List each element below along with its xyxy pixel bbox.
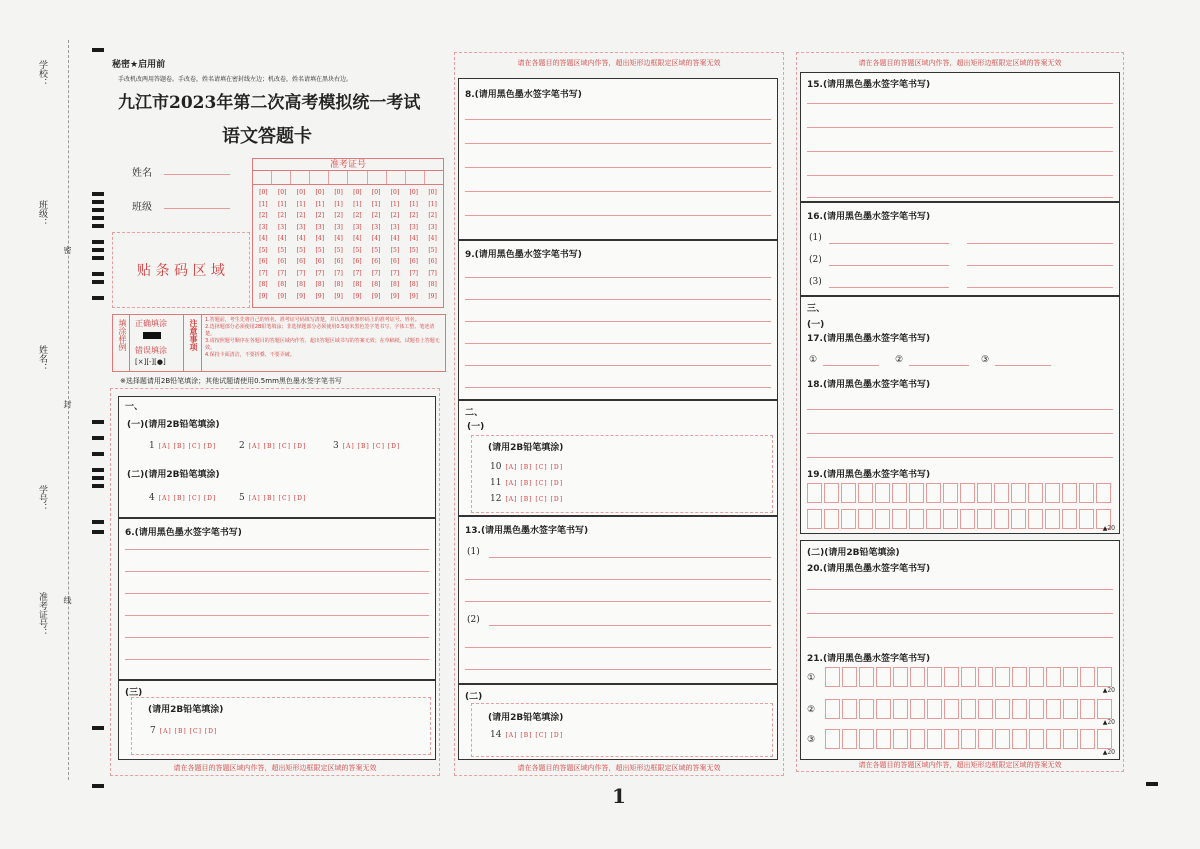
digit-bubble[interactable]: [9]: [296, 292, 306, 300]
q21-count-mark-1: ▲20: [1102, 687, 1115, 694]
digit-bubble[interactable]: [9]: [390, 292, 400, 300]
q17-sub3-label: ③: [981, 355, 990, 365]
q4-choices[interactable]: [A] [B] [C] [D]: [158, 494, 217, 502]
digit-bubble[interactable]: [1]: [409, 200, 419, 208]
timing-mark: [92, 484, 104, 488]
digit-bubble[interactable]: [6]: [259, 258, 268, 265]
q2-options[interactable]: [239, 441, 306, 451]
digit-bubble[interactable]: [6]: [390, 258, 400, 265]
timing-mark: [92, 468, 104, 472]
digit-bubble[interactable]: [9]: [259, 292, 268, 300]
q18-prompt: 18.(请用黑色墨水签字笔书写): [807, 380, 931, 390]
q17-sub2-label: ②: [895, 355, 904, 365]
digit-bubble[interactable]: [9]: [334, 292, 343, 300]
digit-bubble[interactable]: [3]: [409, 223, 419, 231]
fill-sample-title: 填涂样例: [118, 319, 127, 351]
digit-bubble[interactable]: [9]: [371, 292, 381, 300]
timing-mark: [92, 520, 104, 524]
digit-bubble[interactable]: [7]: [334, 269, 343, 277]
side-exam-no-label: 准考证号：: [37, 592, 47, 637]
digit-bubble[interactable]: [1]: [428, 200, 437, 208]
digit-bubble[interactable]: [0]: [259, 189, 268, 196]
part3-box: [118, 680, 436, 760]
digit-bubble[interactable]: [8]: [390, 281, 400, 288]
answer-area-notice: 请在各题目的答题区域内作答，超出矩形边框限定区域的答案无效: [858, 761, 1062, 769]
q13-sub2-label: (2): [467, 615, 480, 625]
section2-part1-title: (一): [467, 422, 485, 432]
q16-answer-box[interactable]: [800, 202, 1120, 296]
digit-bubble[interactable]: [2]: [296, 212, 306, 219]
digit-bubble[interactable]: [1]: [277, 200, 287, 208]
q14-number: 14: [490, 730, 502, 740]
part3-subtitle: (请用2B铅笔填涂): [148, 705, 224, 715]
timing-mark: [92, 200, 104, 204]
digit-bubble[interactable]: [5]: [259, 246, 268, 254]
section2-part2-title: (二): [465, 692, 483, 702]
timing-mark: [92, 436, 104, 440]
digit-bubble[interactable]: [4]: [315, 235, 325, 242]
timing-mark: [92, 296, 104, 300]
timing-mark: [1146, 782, 1158, 786]
page-number: 1: [612, 784, 626, 808]
section2-title: 二、: [465, 408, 484, 418]
q21-sub1-label: ①: [807, 673, 816, 683]
notes-list: [205, 317, 443, 359]
digit-bubble[interactable]: [4]: [259, 235, 268, 242]
digit-bubble[interactable]: [8]: [277, 281, 287, 288]
timing-mark: [92, 280, 104, 284]
digit-bubble[interactable]: [7]: [315, 269, 325, 277]
q5-options[interactable]: [239, 493, 306, 503]
digit-bubble[interactable]: [5]: [277, 246, 287, 254]
timing-mark: [92, 476, 104, 480]
q21-grid-row-3[interactable]: [825, 729, 1114, 749]
q11-number: 11: [490, 478, 502, 488]
notes-title: 注意事项: [189, 319, 199, 351]
digit-bubble[interactable]: [2]: [259, 212, 268, 219]
digit-bubble[interactable]: [4]: [296, 235, 306, 242]
q10-options[interactable]: [490, 462, 563, 472]
q7-fill-area: [131, 697, 431, 755]
digit-bubble[interactable]: [6]: [371, 258, 381, 265]
digit-bubble[interactable]: [5]: [296, 246, 306, 254]
q1-options[interactable]: [149, 441, 216, 451]
exam-number-column: [404, 187, 423, 302]
correct-fill-mark: [143, 332, 161, 339]
side-name-label: 姓名：: [37, 345, 47, 372]
class-field[interactable]: [164, 208, 230, 209]
digit-bubble[interactable]: [3]: [259, 223, 268, 231]
digit-bubble[interactable]: [5]: [315, 246, 325, 254]
digit-bubble[interactable]: [2]: [428, 212, 437, 219]
q7-number: 7: [150, 726, 156, 736]
digit-bubble[interactable]: [1]: [315, 200, 325, 208]
secret-label: 秘密★启用前: [112, 60, 166, 70]
side-student-no-label: 学号：: [37, 485, 47, 512]
digit-bubble[interactable]: [1]: [371, 200, 381, 208]
digit-bubble[interactable]: [7]: [371, 269, 381, 277]
digit-bubble[interactable]: [2]: [353, 212, 362, 219]
q8-answer-box[interactable]: [458, 78, 778, 240]
part1-title: (一)(请用2B铅笔填涂): [127, 420, 220, 430]
digit-bubble[interactable]: [0]: [428, 189, 437, 196]
q21-grid-row-1[interactable]: [825, 667, 1114, 687]
wrong-fill-sample: [×][-][●]: [135, 358, 166, 366]
q15-prompt: 15.(请用黑色墨水签字笔书写): [807, 80, 931, 90]
q20-prompt: 20.(请用黑色墨水签字笔书写): [807, 564, 931, 574]
digit-bubble[interactable]: [3]: [390, 223, 400, 231]
exam-number-column: [273, 187, 292, 302]
digit-bubble[interactable]: [1]: [259, 200, 268, 208]
exam-number-column: [254, 187, 273, 302]
seal-line: [68, 40, 69, 780]
q2-number: 2: [239, 441, 245, 451]
q9-prompt: 9.(请用黑色墨水签字笔书写): [465, 250, 582, 260]
wrong-fill-label: 错误填涂: [135, 346, 167, 355]
seal-xian: 线: [63, 596, 72, 604]
digit-bubble[interactable]: [3]: [277, 223, 287, 231]
q19-grid-row[interactable]: [807, 483, 1113, 503]
timing-mark: [92, 452, 104, 456]
digit-bubble[interactable]: [4]: [277, 235, 287, 242]
q2-choices[interactable]: [A] [B] [C] [D]: [248, 442, 307, 450]
q19-count-mark: ▲20: [1102, 525, 1115, 532]
answer-area-notice: 请在各题目的答题区域内作答，超出矩形边框限定区域的答案无效: [858, 59, 1062, 67]
q17-sub1-label: ①: [809, 355, 818, 365]
q21-prompt: 21.(请用黑色墨水签字笔书写): [807, 654, 931, 664]
digit-bubble[interactable]: [7]: [409, 269, 419, 277]
q21-sub3-label: ③: [807, 735, 816, 745]
q3-choices[interactable]: [A] [B] [C] [D]: [342, 442, 401, 450]
digit-bubble[interactable]: [1]: [296, 200, 306, 208]
q3-number: 3: [333, 441, 339, 451]
q14-options[interactable]: [490, 730, 563, 740]
section1-title: 一、: [125, 402, 144, 412]
q10-choices[interactable]: [A] [B] [C] [D]: [505, 463, 564, 471]
timing-mark: [92, 530, 104, 534]
digit-bubble[interactable]: [0]: [353, 189, 362, 196]
exam-number-column: [348, 187, 367, 302]
q21-grid-row-2[interactable]: [825, 699, 1114, 719]
section3-part2-title: (二)(请用2B铅笔填涂): [807, 548, 900, 558]
q5-choices[interactable]: [A] [B] [C] [D]: [248, 494, 307, 502]
digit-bubble[interactable]: [0]: [296, 189, 306, 196]
digit-bubble[interactable]: [7]: [277, 269, 287, 277]
timing-mark: [92, 216, 104, 220]
digit-bubble[interactable]: [2]: [315, 212, 325, 219]
q17-prompt: 17.(请用黑色墨水签字笔书写): [807, 334, 931, 344]
digit-bubble[interactable]: [6]: [428, 258, 437, 265]
card-subtitle: 语文答题卡: [222, 126, 312, 147]
q1-number: 1: [149, 441, 155, 451]
section3-part1-title: (一): [807, 320, 825, 330]
timing-mark: [92, 420, 104, 424]
digit-bubble[interactable]: [1]: [353, 200, 362, 208]
timing-mark: [92, 784, 104, 788]
q8-prompt: 8.(请用黑色墨水签字笔书写): [465, 90, 582, 100]
digit-bubble[interactable]: [5]: [371, 246, 381, 254]
q7-options[interactable]: [150, 726, 217, 736]
q14-fill-area: [471, 703, 773, 757]
digit-bubble[interactable]: [0]: [409, 189, 419, 196]
digit-bubble[interactable]: [8]: [296, 281, 306, 288]
section2-part1-subtitle: (请用2B铅笔填涂): [488, 443, 564, 453]
q16-sub3-label: (3): [809, 277, 822, 287]
side-class-label: 班级：: [37, 200, 47, 227]
exam-number-column: [423, 187, 442, 302]
digit-bubble[interactable]: [8]: [315, 281, 325, 288]
digit-bubble[interactable]: [4]: [334, 235, 343, 242]
digit-bubble[interactable]: [1]: [334, 200, 343, 208]
exam-number-write-row[interactable]: [253, 171, 443, 185]
digit-bubble[interactable]: [5]: [353, 246, 362, 254]
digit-bubble[interactable]: [9]: [315, 292, 325, 300]
digit-bubble[interactable]: [8]: [371, 281, 381, 288]
digit-bubble[interactable]: [6]: [353, 258, 362, 265]
note-item: 1.答题前，考生先将自己的姓名、准考证号码填写清楚，并认真核准条形码上的准考证号、姓名。: [205, 317, 420, 323]
timing-mark: [92, 192, 104, 196]
digit-bubble[interactable]: [0]: [334, 189, 343, 196]
answer-area-notice: 请在各题目的答题区域内作答，超出矩形边框限定区域的答案无效: [173, 764, 377, 772]
digit-bubble[interactable]: [8]: [353, 281, 362, 288]
digit-bubble[interactable]: [5]: [409, 246, 419, 254]
section1-choice-box: [118, 396, 436, 518]
timing-mark: [92, 726, 104, 730]
digit-bubble[interactable]: [9]: [277, 292, 287, 300]
fill-sample-box: [112, 314, 446, 372]
digit-bubble[interactable]: [5]: [334, 246, 343, 254]
timing-mark: [92, 48, 104, 52]
section3-box: [800, 296, 1120, 534]
digit-bubble[interactable]: [3]: [428, 223, 437, 231]
digit-bubble[interactable]: [4]: [428, 235, 437, 242]
digit-bubble[interactable]: [3]: [334, 223, 343, 231]
digit-bubble[interactable]: [8]: [409, 281, 419, 288]
exam-number-bubbles[interactable]: [253, 185, 443, 304]
q15-answer-box[interactable]: [800, 72, 1120, 202]
q13-sub1-label: (1): [467, 547, 480, 557]
q16-sub2-label: (2): [809, 255, 822, 265]
instruction-text: 手改机改两用答题卷。手改卷，姓名请填在密封线左边；机改卷，姓名请填在黑块右边。: [118, 76, 353, 83]
exam-title: 九江市2023年第二次高考模拟统一考试: [118, 93, 421, 113]
q6-answer-box[interactable]: [118, 518, 436, 680]
exam-number-header: 准考证号: [253, 159, 443, 171]
q3-options[interactable]: [333, 441, 400, 451]
digit-bubble[interactable]: [3]: [371, 223, 381, 231]
exam-number-column: [310, 187, 329, 302]
digit-bubble[interactable]: [0]: [315, 189, 325, 196]
q4-options[interactable]: [149, 493, 216, 503]
q21-count-mark-2: ▲20: [1102, 719, 1115, 726]
digit-bubble[interactable]: [8]: [428, 281, 437, 288]
digit-bubble[interactable]: [4]: [409, 235, 419, 242]
q12-options[interactable]: [490, 494, 563, 504]
section2-part2-box: [458, 684, 778, 760]
q10-12-fill-area: [471, 435, 773, 513]
q12-number: 12: [490, 494, 502, 504]
timing-mark: [92, 248, 104, 252]
q14-choices[interactable]: [A] [B] [C] [D]: [505, 731, 564, 739]
section3-title: 三、: [807, 304, 826, 314]
digit-bubble[interactable]: [6]: [409, 258, 419, 265]
exam-number-column: [292, 187, 311, 302]
q11-options[interactable]: [490, 478, 563, 488]
correct-fill-label: 正确填涂: [135, 319, 167, 328]
timing-mark: [92, 240, 104, 244]
digit-bubble[interactable]: [6]: [277, 258, 287, 265]
digit-bubble[interactable]: [4]: [353, 235, 362, 242]
digit-bubble[interactable]: [2]: [334, 212, 343, 219]
digit-bubble[interactable]: [6]: [315, 258, 325, 265]
name-label: 姓名: [132, 168, 152, 179]
seal-feng: 封: [63, 400, 72, 408]
note-item: 3.请按照题号顺序在各题目的答题区域内作答，超出答题区域书写的答案无效；在草稿纸、试题卷上答题无效。: [205, 338, 440, 351]
digit-bubble[interactable]: [4]: [371, 235, 381, 242]
name-field[interactable]: [164, 174, 230, 175]
q13-prompt: 13.(请用黑色墨水签字笔书写): [465, 526, 589, 536]
digit-bubble[interactable]: [3]: [353, 223, 362, 231]
q6-prompt: 6.(请用黑色墨水签字笔书写): [125, 528, 242, 538]
digit-bubble[interactable]: [6]: [296, 258, 306, 265]
digit-bubble[interactable]: [2]: [277, 212, 287, 219]
q11-choices[interactable]: [A] [B] [C] [D]: [505, 479, 564, 487]
q9-answer-box[interactable]: [458, 240, 778, 400]
digit-bubble[interactable]: [2]: [390, 212, 400, 219]
note-item: 2.选择题部分必须使用2B铅笔填涂；非选择题部分必须使用0.5毫米黑色签字笔书写，字体工整、笔迹清楚。: [205, 324, 435, 337]
digit-bubble[interactable]: [5]: [428, 246, 437, 254]
digit-bubble[interactable]: [3]: [315, 223, 325, 231]
digit-bubble[interactable]: [2]: [409, 212, 419, 219]
side-school-label: 学校：: [37, 60, 47, 87]
part2-title: (二)(请用2B铅笔填涂): [127, 470, 220, 480]
exam-number-grid: [252, 158, 444, 308]
exam-number-column: [367, 187, 386, 302]
q19-prompt: 19.(请用黑色墨水签字笔书写): [807, 470, 931, 480]
answer-area-notice: 请在各题目的答题区域内作答，超出矩形边框限定区域的答案无效: [517, 764, 721, 772]
digit-bubble[interactable]: [7]: [390, 269, 400, 277]
section2-box: [458, 400, 778, 516]
digit-bubble[interactable]: [2]: [371, 212, 381, 219]
q16-prompt: 16.(请用黑色墨水签字笔书写): [807, 212, 931, 222]
digit-bubble[interactable]: [6]: [334, 258, 343, 265]
digit-bubble[interactable]: [9]: [428, 292, 437, 300]
timing-mark: [92, 224, 104, 228]
q21-sub2-label: ②: [807, 705, 816, 715]
q4-number: 4: [149, 493, 155, 503]
section2-part2-subtitle: (请用2B铅笔填涂): [488, 713, 564, 723]
class-label: 班级: [132, 202, 152, 213]
q7-choices[interactable]: [A] [B] [C] [D]: [159, 727, 218, 735]
section3-part2-box: [800, 540, 1120, 760]
fill-note-line: ※选择题请用2B铅笔填涂；其他试题请使用0.5mm黑色墨水签字笔书写: [120, 377, 342, 385]
q5-number: 5: [239, 493, 245, 503]
timing-mark: [92, 272, 104, 276]
q13-answer-box[interactable]: [458, 516, 778, 684]
q12-choices[interactable]: [A] [B] [C] [D]: [505, 495, 564, 503]
digit-bubble[interactable]: [7]: [428, 269, 437, 277]
digit-bubble[interactable]: [7]: [353, 269, 362, 277]
q21-count-mark-3: ▲20: [1102, 749, 1115, 756]
q1-choices[interactable]: [A] [B] [C] [D]: [158, 442, 217, 450]
digit-bubble[interactable]: [4]: [390, 235, 400, 242]
digit-bubble[interactable]: [8]: [334, 281, 343, 288]
q16-sub1-label: (1): [809, 233, 822, 243]
q19-grid-row[interactable]: [807, 509, 1113, 529]
barcode-label: 贴 条 码 区 域: [137, 263, 225, 279]
digit-bubble[interactable]: [7]: [259, 269, 268, 277]
q10-number: 10: [490, 462, 502, 472]
digit-bubble[interactable]: [5]: [390, 246, 400, 254]
part3-title: (三): [125, 688, 143, 698]
answer-area-notice: 请在各题目的答题区域内作答，超出矩形边框限定区域的答案无效: [517, 59, 721, 67]
digit-bubble[interactable]: [9]: [353, 292, 362, 300]
digit-bubble[interactable]: [8]: [259, 281, 268, 288]
digit-bubble[interactable]: [1]: [390, 200, 400, 208]
digit-bubble[interactable]: [0]: [277, 189, 287, 196]
digit-bubble[interactable]: [9]: [409, 292, 419, 300]
timing-mark: [92, 256, 104, 260]
digit-bubble[interactable]: [3]: [296, 223, 306, 231]
barcode-area: [112, 232, 250, 308]
note-item: 4.保持卡面清洁，不要折叠、不要弄破。: [205, 352, 295, 358]
seal-mi: 密: [63, 246, 72, 254]
digit-bubble[interactable]: [0]: [371, 189, 381, 196]
exam-number-column: [386, 187, 405, 302]
timing-mark: [92, 208, 104, 212]
digit-bubble[interactable]: [7]: [296, 269, 306, 277]
exam-number-column: [329, 187, 348, 302]
digit-bubble[interactable]: [0]: [390, 189, 400, 196]
